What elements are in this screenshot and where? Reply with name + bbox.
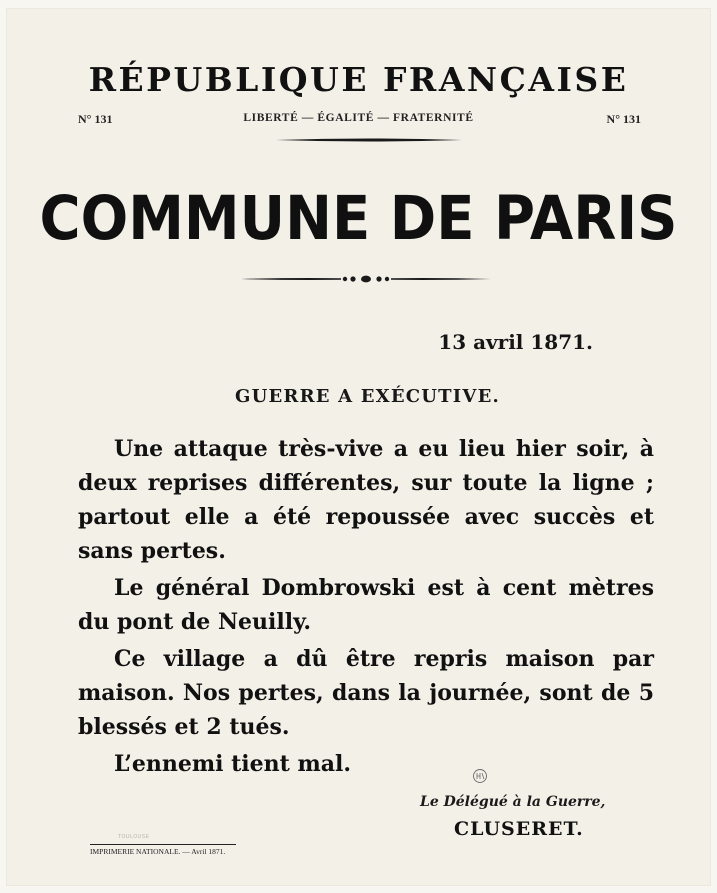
signature-name: CLUSERET. <box>454 818 584 840</box>
devise-motto: LIBERTÉ — ÉGALITÉ — FRATERNITÉ <box>243 112 474 124</box>
imprint-rule <box>90 844 236 845</box>
paragraph-dombrowski: Le général Dombrowski est à cent mètres du pont de Neuilly. <box>78 575 654 635</box>
poster-number-right: N° 131 <box>606 112 641 126</box>
paragraph-village: Ce village a dû être repris maison par maison. Nos pertes, dans la journée, sont de 5 blessés et 2 tués. <box>78 646 654 740</box>
republique-heading: RÉPUBLIQUE FRANÇAISE <box>88 60 629 99</box>
printer-imprint: IMPRIMERIE NATIONALE. — Avril 1871. <box>90 847 226 856</box>
faint-imprint-mark: TOULOUSE <box>118 834 150 840</box>
library-stamp-icon <box>472 768 488 784</box>
paragraph-enemy: L’ennemi tient mal. <box>114 751 352 777</box>
header-rule <box>276 136 462 144</box>
bulletin-body <box>78 432 654 784</box>
delegate-title: Le Délégué à la Guerre, <box>420 794 606 810</box>
ornamental-rule <box>241 273 491 285</box>
section-title: GUERRE A EXÉCUTIVE. <box>235 386 500 407</box>
main-title: COMMUNE DE PARIS <box>39 184 678 255</box>
poster-date: 13 avril 1871. <box>438 330 593 354</box>
poster-sheet <box>6 8 711 886</box>
poster-number-left: N° 131 <box>78 112 113 126</box>
paragraph-attack: Une attaque très-vive a eu lieu hier soir, à deux reprises différentes, sur toute la ligne ; partout elle a été repoussée avec succès et sans pertes. <box>78 436 654 564</box>
